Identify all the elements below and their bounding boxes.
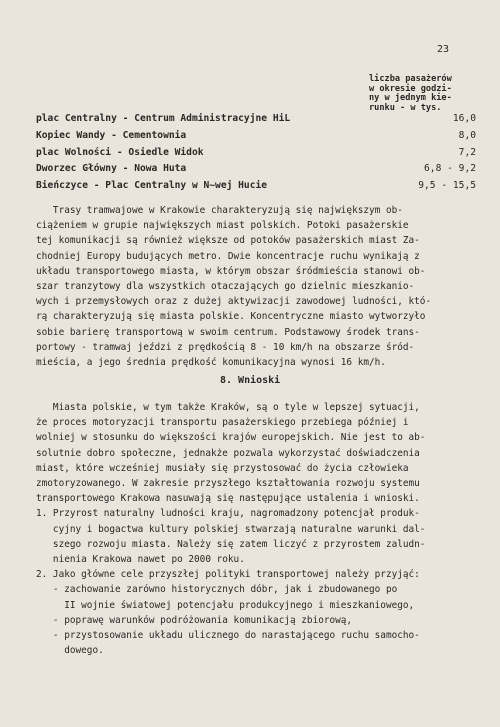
list-item: nienia Krakowa nawet po 2000 roku.	[36, 554, 245, 566]
text-line: miast, które wcześniej musiały się przystosować do życia człowieka	[36, 462, 409, 474]
route-name: Kopiec Wandy - Cementownia	[36, 130, 187, 141]
table-row	[36, 180, 476, 194]
table-row	[36, 147, 476, 161]
text-line: wych i przemysłowych oraz z dużej aktywizacji zawodowej ludności, któ-	[36, 296, 432, 308]
passenger-value: 9,5 - 15,5	[418, 180, 476, 191]
paragraph-trams	[36, 203, 464, 370]
list-item: szego rozwoju miasta. Należy się zatem liczyć z przyrostem zaludn-	[36, 538, 426, 550]
list-item: dowego.	[36, 645, 104, 657]
table-row	[36, 130, 476, 144]
page-number: 23	[437, 44, 450, 55]
text-line: układu transportowego miasta, w którym obszar śródmieścia stanowi ob-	[36, 265, 426, 277]
text-line: mieścia, a jego średnia prędkość komunikacyjna wynosi 16 km/h.	[36, 357, 386, 369]
text-line: portowy - tramwaj jeździ z prędkością 8 - 10 km/h na obszarze śród-	[36, 341, 415, 353]
text-line: Trasy tramwajowe w Krakowie charakteryzują się największym ob-	[36, 205, 403, 216]
passenger-value: 16,0	[452, 113, 476, 124]
text-line: szar tranzytowy dla wszystkich otaczających go dzielnic mieszkanio-	[36, 281, 415, 293]
column-header-line: liczba pasażerów	[369, 74, 452, 84]
text-line: zmotoryzowanego. W zakresie przyszłego kształtowania rozwoju systemu	[36, 478, 420, 490]
route-name: Dworzec Główny - Nowa Huta	[36, 163, 187, 174]
list-item: - przystosowanie układu ulicznego do narastającego ruchu samocho-	[36, 630, 420, 642]
text-line: tej komunikacji są również większe od potoków pasażerskich miast Za-	[36, 235, 420, 247]
paragraph-conclusions	[36, 400, 464, 658]
table-row	[36, 163, 476, 177]
column-header-line: w okresie godzi-	[369, 83, 452, 94]
table-row	[36, 113, 476, 127]
text-line: chodniej Europy budujących metro. Dwie koncentracje ruchu wynikają z	[36, 250, 420, 262]
column-header-line: ny w jednym kie-	[369, 93, 452, 104]
route-name: plac Centralny - Centrum Administracyjne HiL	[36, 113, 291, 124]
text-line: ciążeniem w grupie największych miast polskich. Potoki pasażerskie	[36, 220, 409, 232]
route-name: plac Wolności - Osiedle Widok	[36, 147, 204, 158]
text-line: rą charakteryzują się miasta polskie. Koncentryczne miasto wytworzyło	[36, 311, 426, 323]
passenger-value: 6,8 - 9,2	[424, 163, 476, 174]
route-name: Bieńczyce - Plac Centralny w N~wej Hucie	[36, 180, 268, 191]
passenger-value: 7,2	[458, 147, 476, 158]
list-item: II wojnie światowej potencjału produkcyjnego i mieszkaniowego,	[36, 599, 415, 611]
text-line: że proces motoryzacji transportu pasażerskiego przebiega później i	[36, 417, 409, 429]
section-heading: 8. Wnioski	[220, 375, 281, 386]
text-line: wolniej w stosunku do większości krajów europejskich. Nie jest to ab-	[36, 432, 426, 444]
text-line: sobie barierę transportową w swoim centrum. Podstawowy środek trans-	[36, 326, 420, 338]
list-item: cyjny i bogactwa kultury polskiej stwarzają naturalne warunki dal-	[36, 523, 426, 535]
text-line: Miasta polskie, w tym także Kraków, są o tyle w lepszej sytuacji,	[36, 402, 420, 413]
column-header-line: runku - w tys.	[369, 102, 442, 113]
text-line: transportowego Krakowa nasuwają się następujące ustalenia i wnioski.	[36, 493, 420, 505]
list-item: - zachowanie zarówno historycznych dóbr, jak i zbudowanego po	[36, 584, 398, 596]
table-column-header	[369, 75, 477, 113]
list-item: 1. Przyrost naturalny ludności kraju, nagromadzony potencjał produk-	[36, 508, 420, 520]
list-item: 2. Jako główne cele przyszłej polityki transportowej należy przyjąć:	[36, 569, 420, 581]
text-line: solutnie dobro społeczne, jednakże pozwala wykorzystać doświadczenia	[36, 447, 420, 459]
list-item: - poprawę warunków podróżowania komunikacją zbiorową,	[36, 614, 353, 626]
passenger-value: 8,0	[458, 130, 476, 141]
